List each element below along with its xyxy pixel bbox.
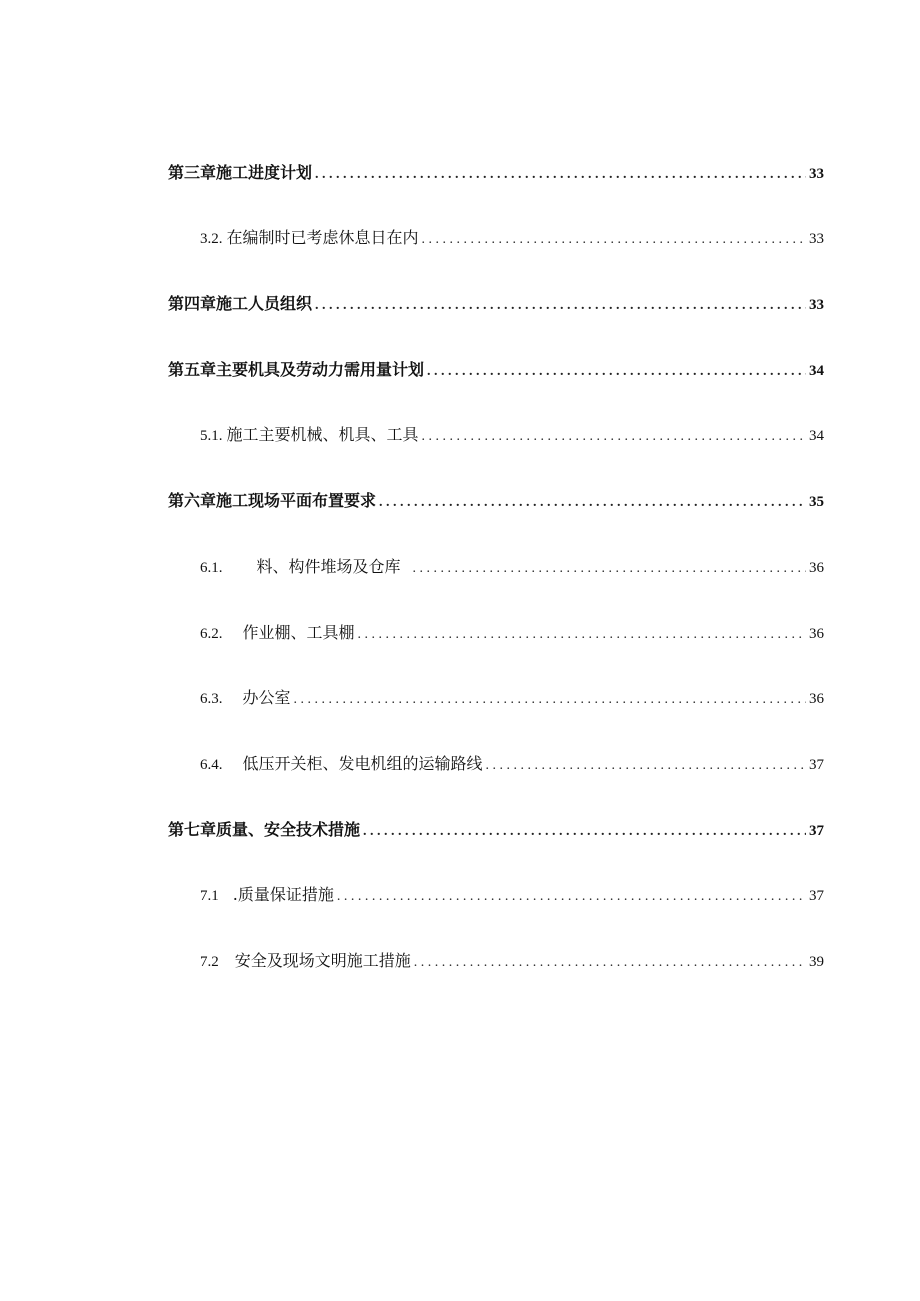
toc-entry-number: 6.2. [200,626,223,642]
toc-entry-number: 5.1. [200,428,223,444]
toc-entry-page: 39 [809,954,824,970]
toc-entry-section-6-3[interactable] [200,685,824,709]
toc-entry-title: 第六章施工现场平面布置要求 [168,491,377,510]
toc-entry-number: 6.1. [200,560,223,576]
toc-entry-section-6-1[interactable] [200,554,824,578]
toc-entry-page: 36 [809,560,824,576]
toc-entry-page: 33 [809,297,824,313]
dot-leader [358,627,806,643]
toc-entry-title: 第三章施工进度计划 [168,163,313,182]
toc-entry-page: 37 [809,888,824,904]
dot-leader [294,692,806,708]
toc-entry-title: .质量保证措施 [232,885,334,904]
toc-entry-section-7-1[interactable] [200,882,824,906]
toc-entry-title: 第五章主要机具及劳动力需用量计划 [168,360,425,379]
toc-entry-section-3-2[interactable] [200,225,824,249]
toc-entry-title: 在编制时已考虑休息日在内 [226,228,419,247]
toc-entry-number: 6.3. [200,691,223,707]
toc-entry-page: 33 [809,166,824,182]
toc-entry-section-7-2[interactable] [200,948,824,972]
toc-entry-chapter-6[interactable] [168,488,824,512]
toc-entry-chapter-5[interactable] [168,357,824,381]
toc-entry-page: 34 [809,428,824,444]
toc-entry-number: 7.2 [200,954,219,970]
toc-entry-title: 安全及现场文明施工措施 [234,951,411,970]
toc-entry-title: 料、构件堆场及仓库 [256,557,401,576]
toc-entry-title: 作业棚、工具棚 [242,623,355,642]
toc-entry-title: 第七章质量、安全技术措施 [168,820,361,839]
toc-entry-number: 7.1 [200,888,219,904]
toc-entry-page: 37 [809,757,824,773]
toc-entry-title: 施工主要机械、机具、工具 [226,425,419,444]
dot-leader [422,232,806,248]
toc-entry-page: 36 [809,691,824,707]
toc-entry-title: 低压开关柜、发电机组的运输路线 [242,754,483,773]
dot-leader [363,824,806,840]
dot-leader [413,561,806,577]
dot-leader [315,298,806,314]
dot-leader [414,955,806,971]
toc-entry-page: 37 [809,823,824,839]
dot-leader [337,889,806,905]
toc-entry-page: 35 [809,494,824,510]
toc-entry-page: 36 [809,626,824,642]
dot-leader [486,758,806,774]
dot-leader [422,429,806,445]
toc-entry-page: 34 [809,363,824,379]
toc-entry-title: 办公室 [242,688,291,707]
toc-entry-title: 第四章施工人员组织 [168,294,313,313]
toc-entry-number: 6.4. [200,757,223,773]
dot-leader [427,364,806,380]
toc-entry-section-6-4[interactable] [200,751,824,775]
toc-entry-chapter-7[interactable] [168,817,824,841]
toc-entry-page: 33 [809,231,824,247]
toc-entry-section-6-2[interactable] [200,620,824,644]
dot-leader [379,495,806,511]
dot-leader [315,167,806,183]
toc-entry-number: 3.2. [200,231,223,247]
toc-entry-section-5-1[interactable] [200,422,824,446]
toc-entry-chapter-3[interactable] [168,160,824,184]
toc-entry-chapter-4[interactable] [168,291,824,315]
